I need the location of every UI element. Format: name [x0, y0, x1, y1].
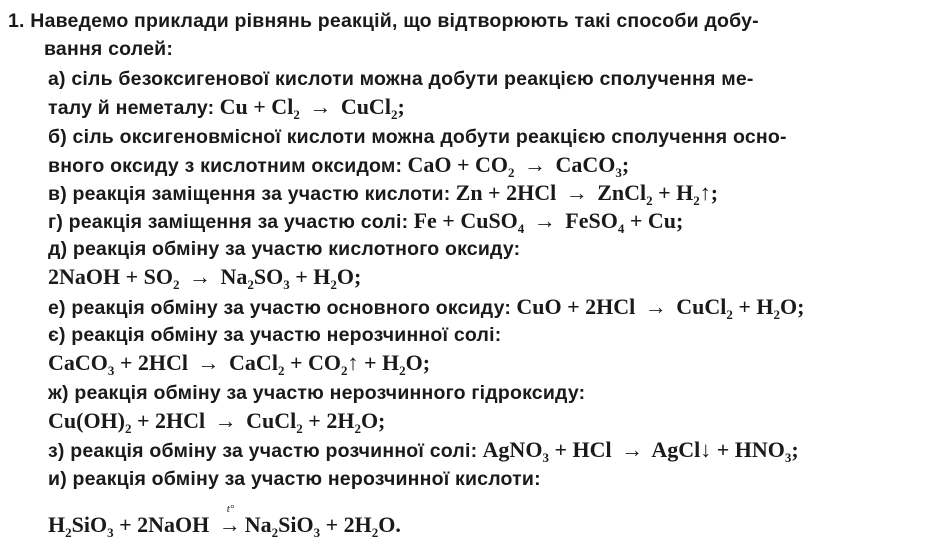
item-z-text: з) реакція обміну за участю розчинної солі:: [48, 440, 478, 462]
item-a-line-2: [48, 94, 405, 121]
item-g: [48, 208, 683, 235]
item-y-text: и) реакція обміну за участю нерозчинної кислоти:: [48, 468, 541, 490]
equation-d: 2NaOH + $SO_2 \to Na_2SO_3 + H_2O$;: [48, 264, 362, 292]
item-a-text: талу й неметалу:: [48, 97, 215, 119]
item-b-text: вного оксиду з кислотним оксидом:: [48, 155, 403, 177]
item-z: [48, 437, 799, 464]
equation-ye: CaCO$_3$ + 2HCl → CaCl$_2$ + $CO_2↑ + H_2O$;: [48, 350, 431, 378]
task-intro-text: Наведемо приклади рівнянь реакцій, що відтворюють такі способи добу-: [30, 10, 759, 32]
item-b-line-1: б) сіль оксигеновмісної кислоти можна добути реакцією сполучення осно-: [48, 126, 787, 148]
item-g-text: г) реакція заміщення за участю солі:: [48, 211, 409, 233]
item-b-line-2: [48, 152, 629, 179]
equation-zh: $Cu(OH)_2 + 2HCl$ → CuCl$_2$ + $2H_2O$;: [48, 408, 386, 436]
equation-y: $H_2SiO_3$ + 2NaOH t° → $Na_2SiO_3 + 2H_2O$.: [48, 512, 401, 538]
task-intro-line-1: [8, 8, 759, 34]
item-e: [48, 294, 804, 321]
heating-condition-label: t°: [226, 503, 235, 515]
equation-v: Zn + 2HCl → ZnCl$_2$ + $H_2↑$;: [455, 180, 719, 208]
equation-g: Fe + CuSO$_4$ → FeSO$_4$ + Cu;: [413, 208, 684, 236]
heating-arrow: t° →: [215, 512, 245, 538]
item-zh-text: ж) реакція обміну за участю нерозчинного гідроксиду:: [48, 382, 586, 404]
item-e-text: е) реакція обміну за участю основного оксиду:: [48, 297, 512, 319]
item-ye-text: є) реакція обміну за участю нерозчинної солі:: [48, 324, 502, 346]
equation-a: $Cu + Cl_2$ → CuCl$_2$;: [219, 94, 405, 122]
task-intro-line-2: вання солей:: [44, 38, 174, 60]
item-d-text: д) реакція обміну за участю кислотного оксиду:: [48, 238, 521, 260]
equation-z: AgNO$_3$ + HCl → AgCl↓ + $HNO_3$;: [482, 437, 799, 465]
item-v-text: в) реакція заміщення за участю кислоти:: [48, 183, 451, 205]
task-number: 1.: [8, 10, 25, 32]
equation-b: CaO + $CO_2$ → CaCO$_3$;: [407, 152, 630, 180]
equation-e: CuO + 2HCl → CuCl$_2$ + $H_2O$;: [516, 294, 805, 322]
item-a-line-1: а) сіль безоксигенової кислоти можна добути реакцією сполучення ме-: [48, 68, 754, 90]
item-v: [48, 180, 718, 207]
